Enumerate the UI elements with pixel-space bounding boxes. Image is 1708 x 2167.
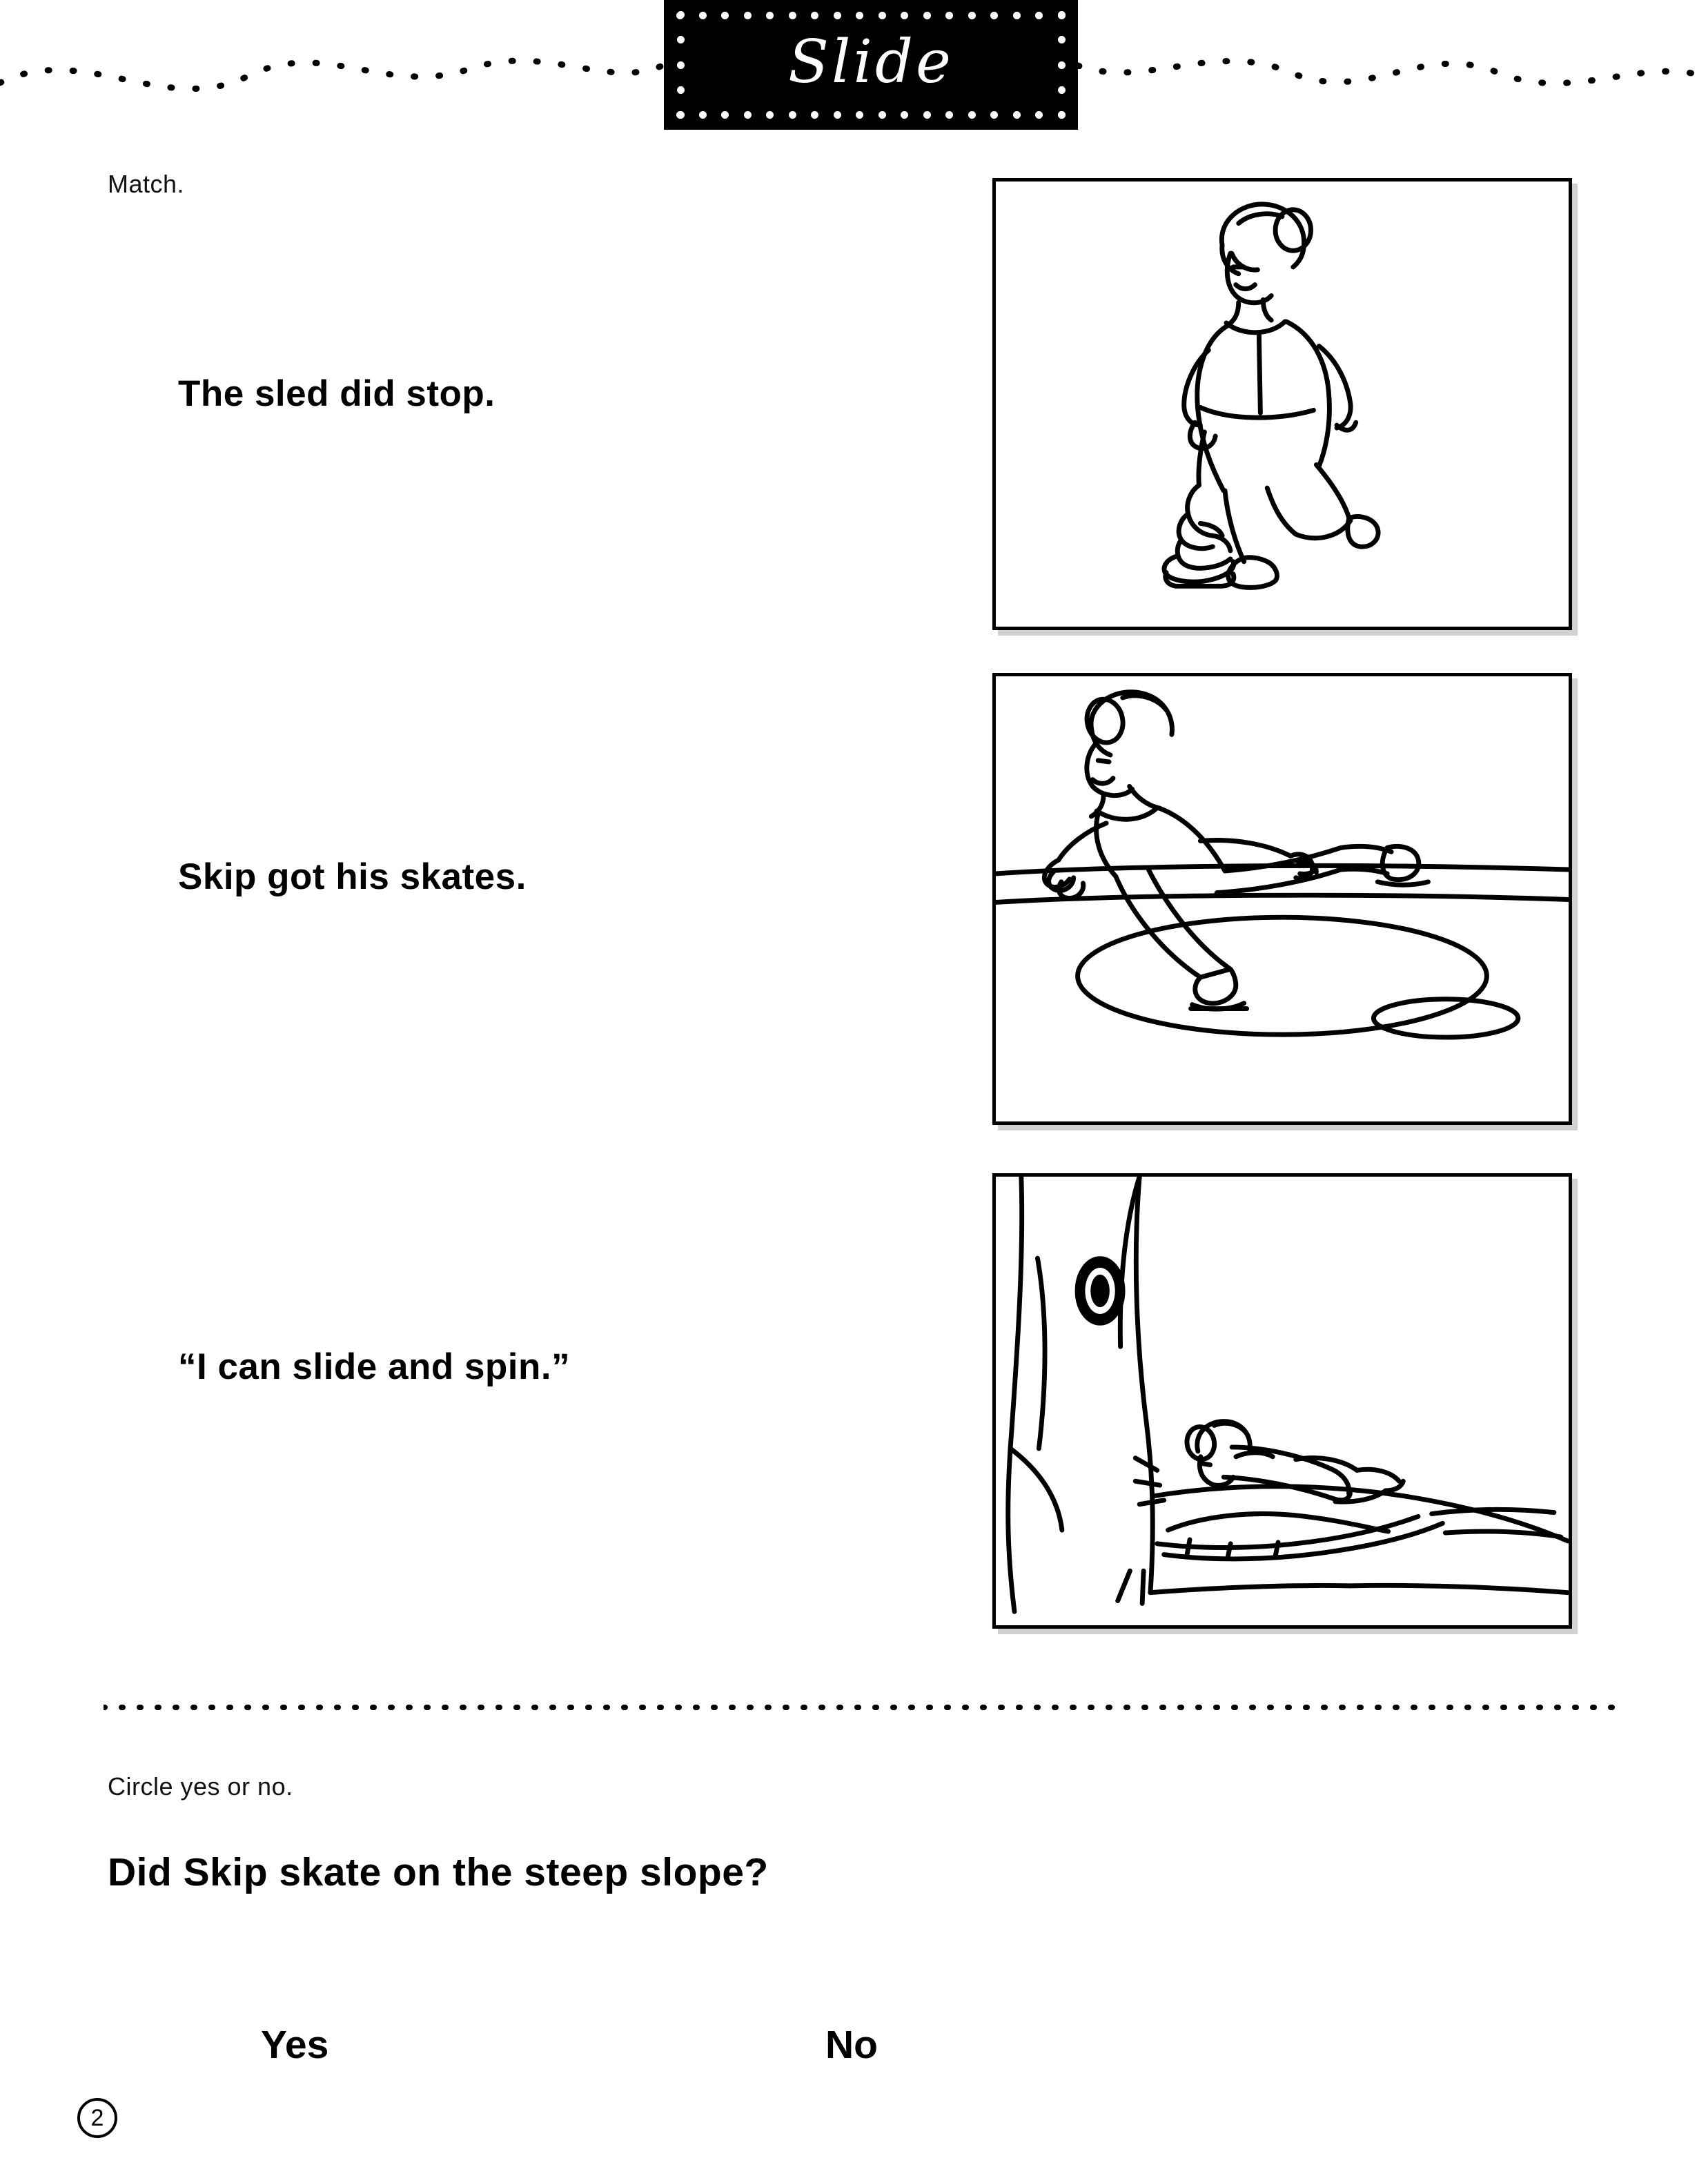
page-number-badge: 2 [77, 2098, 117, 2138]
match-instruction: Match. [108, 170, 185, 198]
page-title: Slide [788, 28, 954, 97]
title-banner [664, 0, 1078, 130]
match-picture-boy-skating[interactable] [992, 673, 1572, 1125]
match-sentence-3[interactable]: “I can slide and spin.” [178, 1346, 571, 1387]
match-sentence-1[interactable]: The sled did stop. [178, 373, 495, 414]
answer-option-no[interactable]: No [825, 2023, 878, 2067]
match-picture-sled-crash-tree[interactable] [992, 1173, 1572, 1629]
yesno-instruction: Circle yes or no. [108, 1772, 293, 1801]
match-picture-boy-running-with-skates[interactable] [992, 178, 1572, 630]
yesno-question: Did Skip skate on the steep slope? [108, 1850, 769, 1894]
match-sentence-2[interactable]: Skip got his skates. [178, 856, 527, 897]
section-divider [104, 1705, 1615, 1710]
answer-option-yes[interactable]: Yes [261, 2023, 329, 2067]
page-header [0, 0, 1708, 138]
